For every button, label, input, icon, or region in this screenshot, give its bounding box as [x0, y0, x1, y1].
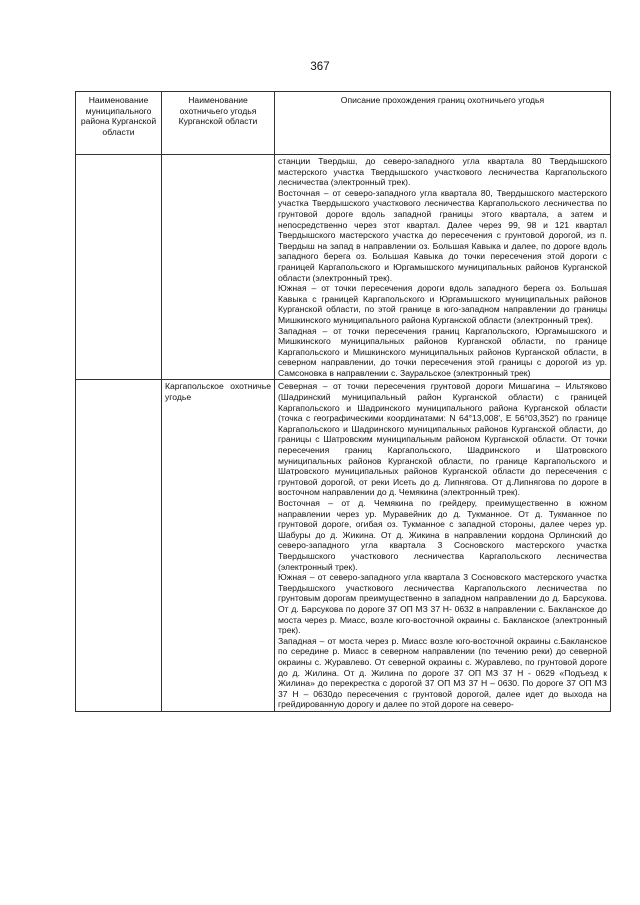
boundary-description-cell: [275, 155, 611, 380]
description-paragraph: Восточная – от д. Чемякина по грейдеру, преимущественно в южном направлении через ур. Муравейник до д. Тукманное. От д. Тукманное по грунтовой дороге, огибая оз. Тукманное с западной стороны, далее через ур. Шабуры до д. Жикина. От д. Жикина в направлении кордона Орлинский до северо-западного угла квартала 3 Сосновского мастерского участка Твердышского участкового лесничества Каргапольского лесничества (электронный трек).: [278, 498, 607, 572]
hunting-grounds-table: [75, 91, 611, 712]
district-cell: [76, 380, 162, 711]
hunting-ground-cell: Каргапольское охотничье угодье: [162, 380, 275, 711]
description-paragraph: Западная – от моста через р. Миасс возле юго-восточной окраины с.Бакланское по середине р. Миасс в северном направлении (по течению реки) до северной окраины с. Журавлево. От северной окраины с. Журавлево, по грунтовой дороге до д. Жилина. От д. Жилина по дороге 37 ОП МЗ 37 Н - 0629 «Подъезд к Жилина» до перекрестка с дорогой 37 ОП МЗ 37 Н – 0630. По дороге 37 ОП МЗ 37 Н – 0630до пересечения с грунтовой дорогой, далее идет до выхода на грейдированную дорогу и далее по этой дороге на северо-: [278, 635, 607, 710]
page-number: 367: [310, 61, 330, 73]
header-hunting-ground: Наименование охотничьего угодья Курганской области: [162, 92, 275, 155]
description-paragraph: Восточная – от северо-западного угла квартала 80, Твердышского мастерского участка Твердышского участкового лесничества Каргапольского лесничества по грунтовой дороге вдоль западной границы этого квартала, а затем и непосредственно через этот квартал. Далее через 99, 98 и 121 квартал Твердышского мастерского участка до пересечения с грунтовой дорогой, из п. Твердыш на запад в направлении оз. Большая Кавыка и далее, по дороге вдоль западного берега оз. Большая Кавыка до точки пересечения этой дороги с границей Каргапольского и Юргамышского муниципальных районов Курганской области (электронный трек).: [278, 187, 607, 283]
description-paragraph: Южная – от точки пересечения дороги вдоль западного берега оз. Большая Кавыка с границей Каргапольского и Юргамышского муниципальных районов Курганской области, по этой границе в юго-западном направлении до границы Мишкинского муниципального района Курганской области (электронный трек).: [278, 283, 607, 325]
description-paragraph: станции Твердыш, до северо-западного угла квартала 80 Твердышского мастерского участка Твердышского участкового лесничества Каргапольского лесничества (электронный трек).: [278, 156, 607, 188]
table-row: [76, 380, 611, 711]
boundary-description-cell: [275, 380, 611, 711]
hunting-ground-cell: [162, 155, 275, 380]
table-row: [76, 155, 611, 380]
header-district: Наименование муниципального района Курганской области: [76, 92, 162, 155]
description-paragraph: Южная – от северо-западного угла квартала 3 Сосновского мастерского участка Твердышского участкового лесничества Каргапольского лесничества по грунтовым дорогам преимущественно в западном направлении до д. Барсукова. От д. Барсукова по дороге 37 ОП МЗ 37 Н- 0632 в направлении с. Бакланское до моста через р. Миасс, возле юго-восточной окраины с. Бакланское (электронный трек).: [278, 572, 607, 636]
description-paragraph: Северная – от точки пересечения грунтовой дороги Мишагина – Ильтяково (Шадринский муниципальный район Курганской области) с границей Каргапольского и Шадринского муниципального района Курганской области (точка с географическими координатами: N 64°13,008', E 56°03,352') по границе Каргапольского и Шадринского муниципальных районов Курганской области, до границы с Шатровским муниципальным районом Курганской области. От точки пересечения границ Каргапольского, Шадринского и Шатровского муниципальных районов Курганской области, по границе Каргапольского и Шатровского муниципальных районов Курганской области до пересечения с грунтовой дорогой, от реки Исеть до д. Липнягова. От д.Липнягова по дороге в восточном направлении до д. Чемякина (электронный трек).: [278, 381, 607, 498]
district-cell: [76, 155, 162, 380]
description-paragraph: Западная – от точки пересечения границ Каргапольского, Юргамышского и Мишкинского муниципальных районов Курганской области, по границе Каргапольского и Мишкинского муниципальных районов Курганской области, в северном направлении, до точки пересечения этой границы с дорогой из ур. Самсоновка в направлении с. Зауральское (электронный трек): [278, 325, 607, 378]
header-boundary-description: Описание прохождения границ охотничьего угодья: [275, 92, 611, 155]
table-header-row: [76, 92, 611, 155]
